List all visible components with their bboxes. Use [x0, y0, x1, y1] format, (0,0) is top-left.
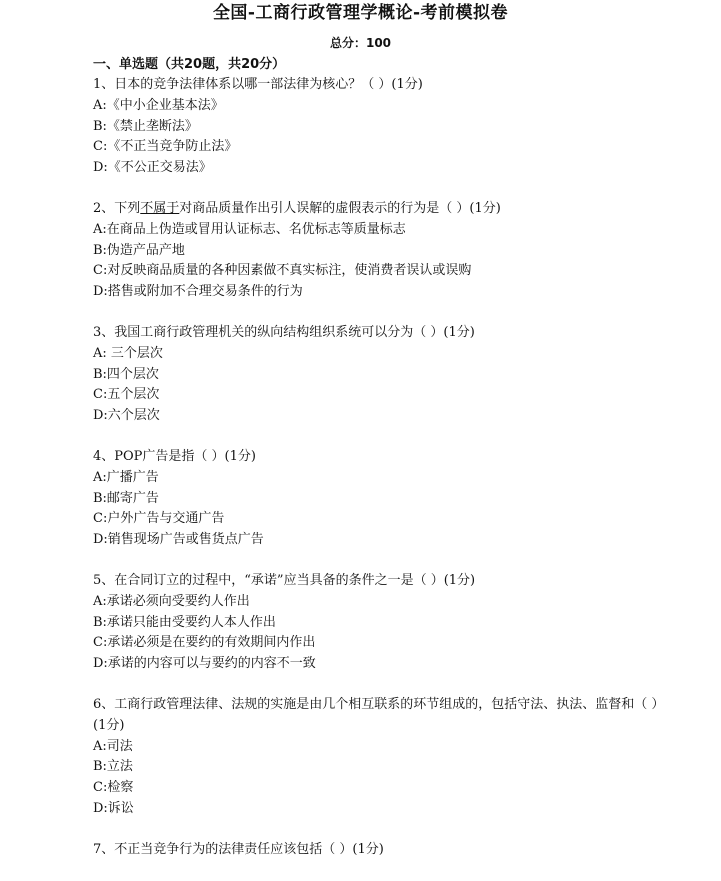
- question-6: [93, 695, 663, 820]
- option-b: B:四个层次: [93, 366, 159, 382]
- option-c: C:检察: [93, 780, 134, 796]
- option-c: C:《不正当竞争防止法》: [93, 139, 238, 155]
- option-a: A:在商品上伪造或冒用认证标志、名优标志等质量标志: [93, 221, 406, 237]
- question-stem: 4、POP广告是指（ ）(1分): [93, 448, 256, 464]
- option-a: A:广播广告: [93, 469, 159, 485]
- question-stem: 3、我国工商行政管理机关的纵向结构组织系统可以分为（ ）(1分): [93, 324, 475, 340]
- question-7: [93, 840, 663, 861]
- option-c: C:户外广告与交通广告: [93, 511, 225, 527]
- stem-suffix: 对商品质量作出引人误解的虚假表示的行为是（ ）(1分): [179, 200, 501, 216]
- exam-title: 全国-工商行政管理学概论-考前模拟卷: [212, 3, 509, 23]
- question-3: [93, 323, 663, 427]
- question-stem: 5、在合同订立的过程中，“承诺”应当具备的条件之一是（ ）(1分): [93, 572, 476, 588]
- option-d: D:六个层次: [93, 408, 160, 424]
- option-b: B:承诺只能由受要约人本人作出: [93, 614, 276, 630]
- question-2: [93, 199, 663, 303]
- option-d: D:《不公正交易法》: [93, 160, 212, 176]
- option-c: C:对反映商品质量的各种因素做不真实标注，使消费者误认或误购: [93, 263, 472, 279]
- question-stem: 7、不正当竞争行为的法律责任应该包括（ ）(1分): [93, 841, 384, 857]
- option-d: D:搭售或附加不合理交易条件的行为: [93, 284, 303, 300]
- question-list: [93, 75, 663, 881]
- question-stem: 1、日本的竞争法律体系以哪一部法律为核心？（ ）(1分): [93, 77, 423, 92]
- section-heading: 一、单选题（共20题，共20分）: [93, 57, 286, 72]
- option-c: C:承诺必须是在要约的有效期间内作出: [93, 635, 316, 651]
- option-a: A: 三个层次: [93, 345, 163, 361]
- option-d: D:销售现场广告或售货点广告: [93, 532, 264, 548]
- option-b: B:邮寄广告: [93, 490, 159, 506]
- question-4: [93, 447, 663, 551]
- option-c: C:五个层次: [93, 387, 160, 403]
- option-d: D:诉讼: [93, 800, 134, 816]
- stem-prefix: 2、下列: [93, 200, 141, 216]
- stem-emphasis: 不属于: [140, 200, 180, 216]
- question-stem: [93, 199, 663, 220]
- option-b: B:伪造产品产地: [93, 242, 185, 258]
- question-stem: 6、工商行政管理法律、法规的实施是由几个相互联系的环节组成的，包括守法、执法、监督和（ ）(1分): [93, 696, 658, 733]
- option-a: A:司法: [93, 738, 133, 754]
- total-score: 总分：100: [329, 36, 392, 50]
- option-a: A:承诺必须向受要约人作出: [93, 593, 250, 609]
- option-b: B:《禁止垄断法》: [93, 118, 198, 134]
- question-5: [93, 571, 663, 675]
- option-a: A:《中小企业基本法》: [93, 97, 224, 113]
- question-1: [93, 75, 663, 179]
- option-b: B:立法: [93, 759, 133, 775]
- option-d: D:承诺的内容可以与要约的内容不一致: [93, 656, 316, 672]
